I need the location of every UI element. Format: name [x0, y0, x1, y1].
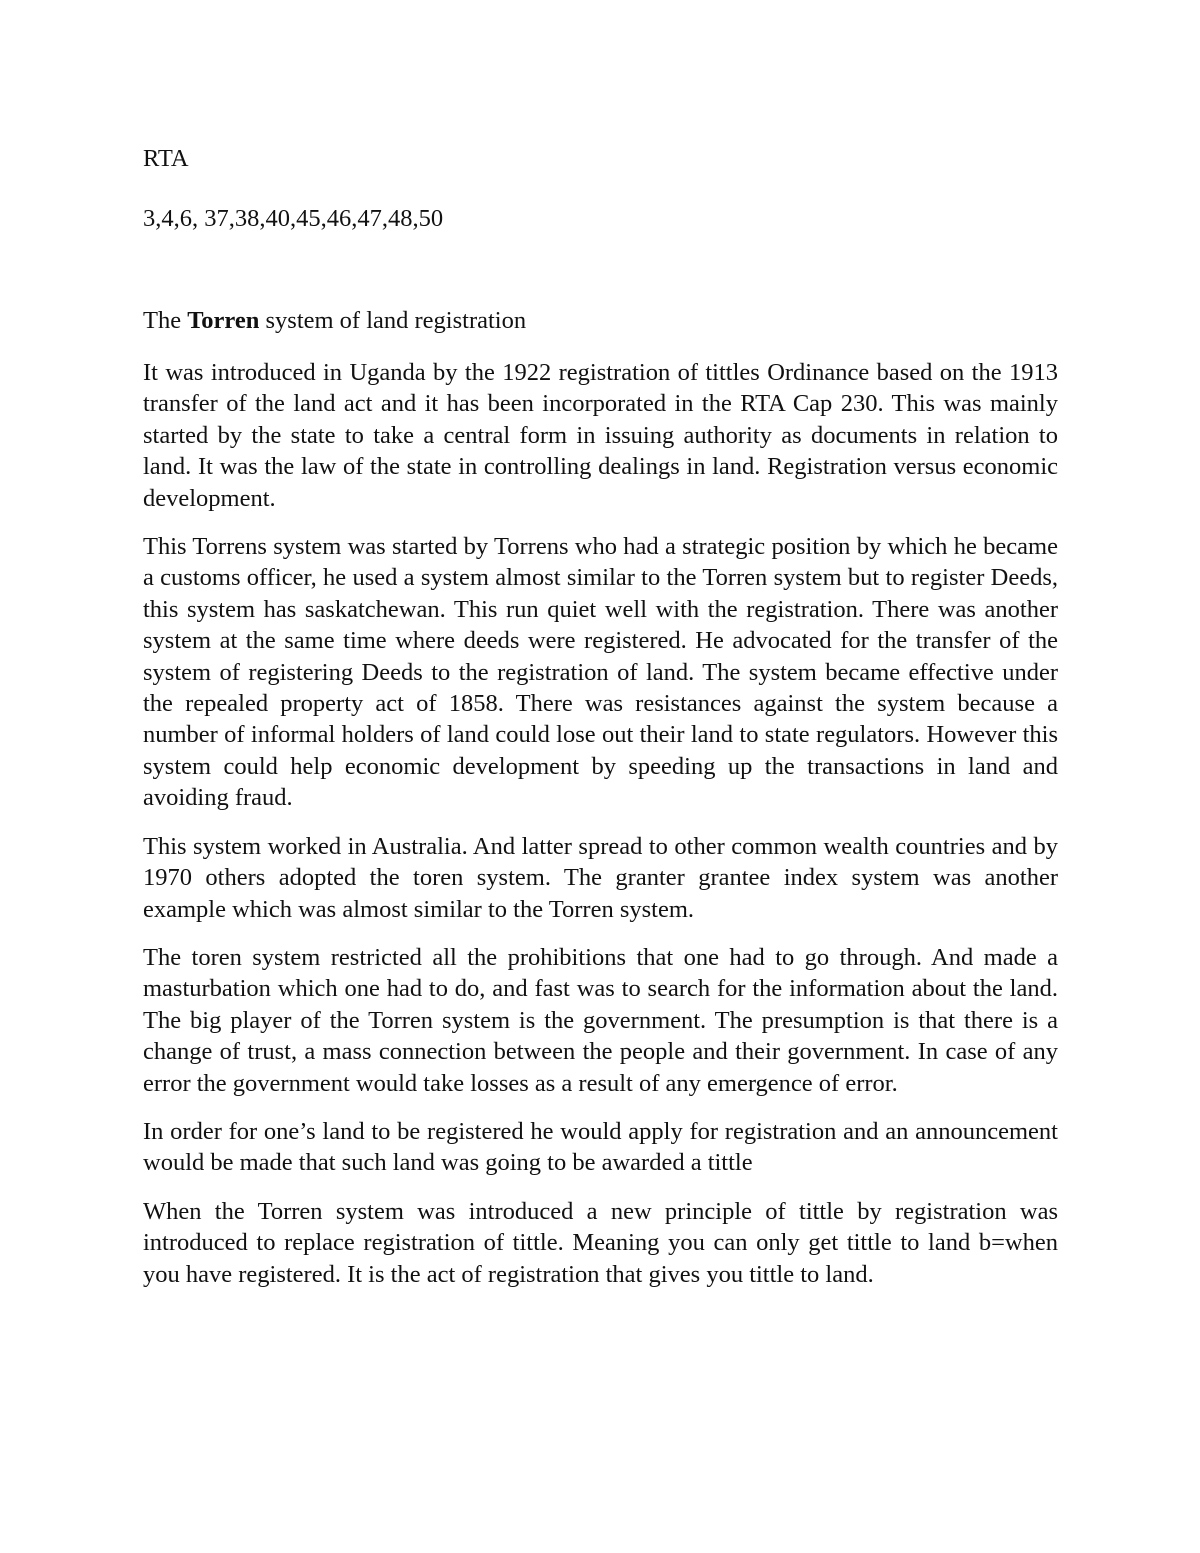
document-label: RTA [143, 145, 189, 172]
document-page [143, 138, 1058, 1307]
paragraph-4: The toren system restricted all the prohibitions that one had to go through. And made a masturbation which one had to do, and fast was to search for the information about the land. The big player of the Torren system is the government. The presumption is that there is a change of trust, a mass connection between the people and their government. In case of any error the government would take losses as a result of any emergence of error. [143, 943, 1058, 1097]
paragraph-3: This system worked in Australia. And latter spread to other common wealth countries and by 1970 others adopted the toren system. The granter grantee index system was another example which was almost similar to the Torren system. [143, 832, 1058, 923]
heading-prefix: The [143, 307, 188, 334]
paragraph-5: In order for one’s land to be registered he would apply for registration and an announcement would be made that such land was going to be awarded a tittle [143, 1117, 1058, 1177]
section-numbers: 3,4,6, 37,38,40,45,46,47,48,50 [143, 205, 444, 232]
heading-suffix: system of land registration [259, 307, 527, 334]
paragraph-6: When the Torren system was introduced a new principle of tittle by registration was introduced to replace registration of tittle. Meaning you can only get tittle to land b=when you have registered. It is the act of registration that gives you tittle to land. [143, 1197, 1058, 1288]
paragraph-1: It was introduced in Uganda by the 1922 registration of tittles Ordinance based on the 1913 transfer of the land act and it has been incorporated in the RTA Cap 230. This was mainly started by the state to take a central form in issuing authority as documents in relation to land. It was the law of the state in controlling dealings in land. Registration versus economic development. [143, 359, 1058, 512]
paragraph-2: This Torrens system was started by Torrens who had a strategic position by which he became a customs officer, he used a system almost similar to the Torren system but to register Deeds, this system has saskatchewan. This run quiet well with the registration. There was another system at the same time where deeds were registered. He advocated for the transfer of the system of registering Deeds to the registration of land. The system became effective under the repealed property act of 1858. There was resistances against the system because a number of informal holders of land could lose out their land to state regulators. However this system could help economic development by speeding up the transactions in land and avoiding fraud. [143, 533, 1058, 812]
document-heading [143, 305, 1058, 337]
heading-bold: Torren [187, 307, 260, 334]
